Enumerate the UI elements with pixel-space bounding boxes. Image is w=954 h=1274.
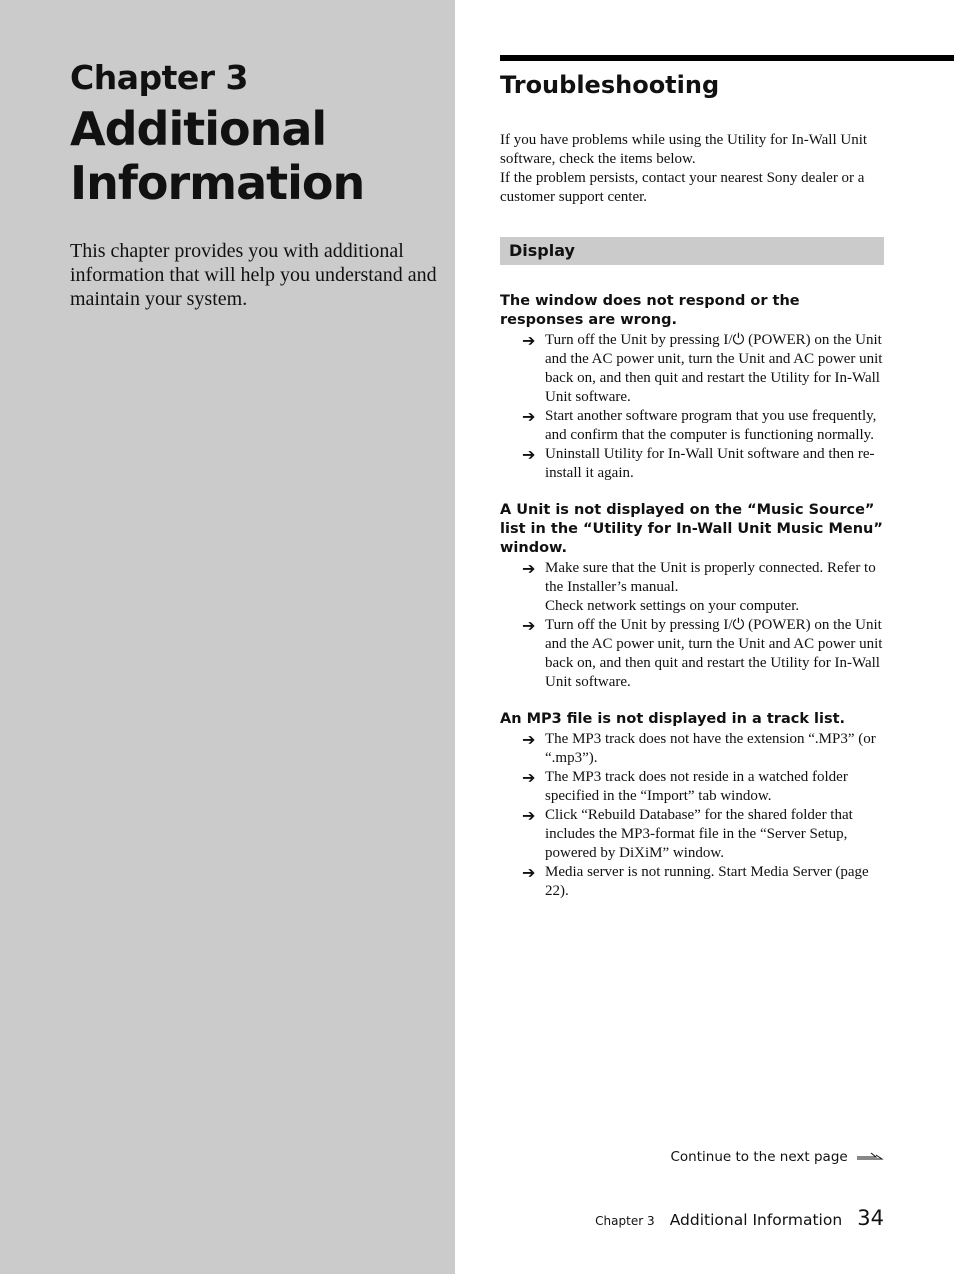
left-panel	[0, 0, 455, 1274]
arrow-right-icon: ➔	[522, 768, 536, 787]
solution-text: Turn off the Unit by pressing I/⏻ (POWER) on the Unit and the AC power unit, turn the Unit and AC power unit back on, and then quit and restart the Utility for In-Wall Unit software.	[545, 617, 883, 690]
section-title: Troubleshooting	[500, 71, 720, 99]
section-rule	[500, 55, 954, 61]
arrow-right-icon: ➔	[522, 559, 536, 578]
solution-item	[522, 407, 884, 445]
solution-item	[522, 863, 884, 901]
solution-text: Make sure that the Unit is properly connected. Refer to the Installer’s manual.	[545, 560, 876, 595]
chapter-title-line: Information	[70, 156, 365, 210]
solution-text: The MP3 track does not reside in a watched folder specified in the “Import” tab window.	[545, 769, 848, 804]
chapter-intro: This chapter provides you with additional information that will help you understand and maintain your system.	[70, 240, 437, 310]
page-footer	[595, 1206, 884, 1230]
solution-item	[522, 445, 884, 483]
arrow-right-icon: ➔	[522, 616, 536, 635]
solution-item	[522, 616, 884, 692]
chapter-label: Chapter 3	[70, 58, 248, 97]
intro-paragraph: If the problem persists, contact your nearest Sony dealer or a customer support center.	[500, 170, 865, 205]
section-intro	[500, 131, 890, 207]
solution-text: The MP3 track does not have the extension “.MP3” (or “.mp3”).	[545, 731, 876, 766]
continue-text: Continue to the next page	[670, 1149, 848, 1165]
page-number: 34	[857, 1206, 884, 1230]
solution-text: Click “Rebuild Database” for the shared folder that includes the MP3-format file in the “Server Setup, powered by DiXiM” window.	[545, 807, 853, 861]
solution-list	[500, 559, 884, 692]
arrow-right-icon: ➔	[522, 407, 536, 426]
arrow-right-icon: ➔	[522, 445, 536, 464]
arrow-right-icon: ➔	[522, 331, 536, 350]
solution-item	[522, 806, 884, 863]
solution-text: Check network settings on your computer.	[545, 598, 800, 614]
issue-block	[500, 501, 884, 692]
footer-chapter: Chapter 3	[595, 1214, 655, 1228]
issue-title: An MP3 file is not displayed in a track list.	[500, 711, 846, 727]
arrow-right-icon: ➔	[522, 863, 536, 882]
issue-list	[500, 292, 884, 919]
continue-note	[671, 1148, 885, 1166]
solution-text: Uninstall Utility for In-Wall Unit software and then re-install it again.	[545, 446, 875, 481]
solution-list	[500, 331, 884, 483]
issue-block	[500, 710, 884, 901]
footer-title: Additional Information	[669, 1211, 843, 1229]
solution-list	[500, 730, 884, 901]
issue-block	[500, 292, 884, 483]
arrow-right-icon: ➔	[522, 806, 536, 825]
subsection-heading: Display	[500, 237, 884, 265]
issue-title: The window does not respond or the responses are wrong.	[500, 293, 800, 328]
solution-item	[522, 730, 884, 768]
arrow-right-icon: ➔	[522, 730, 536, 749]
solution-item	[522, 559, 884, 616]
solution-item	[522, 768, 884, 806]
chapter-title-line: Additional	[70, 102, 327, 156]
solution-text: Turn off the Unit by pressing I/⏻ (POWER) on the Unit and the AC power unit, turn the Unit and AC power unit back on, and then quit and restart the Utility for In-Wall Unit software.	[545, 332, 883, 405]
solution-item	[522, 331, 884, 407]
solution-text: Media server is not running. Start Media Server (page 22).	[545, 864, 869, 899]
solution-text: Start another software program that you use frequently, and confirm that the computer is functioning normally.	[545, 408, 877, 443]
intro-paragraph: If you have problems while using the Utility for In-Wall Unit software, check the items below.	[500, 132, 868, 167]
issue-title: A Unit is not displayed on the “Music Source” list in the “Utility for In-Wall Unit Music Menu” window.	[500, 502, 883, 556]
continue-arrow-icon	[856, 1152, 884, 1162]
chapter-title	[70, 102, 440, 210]
